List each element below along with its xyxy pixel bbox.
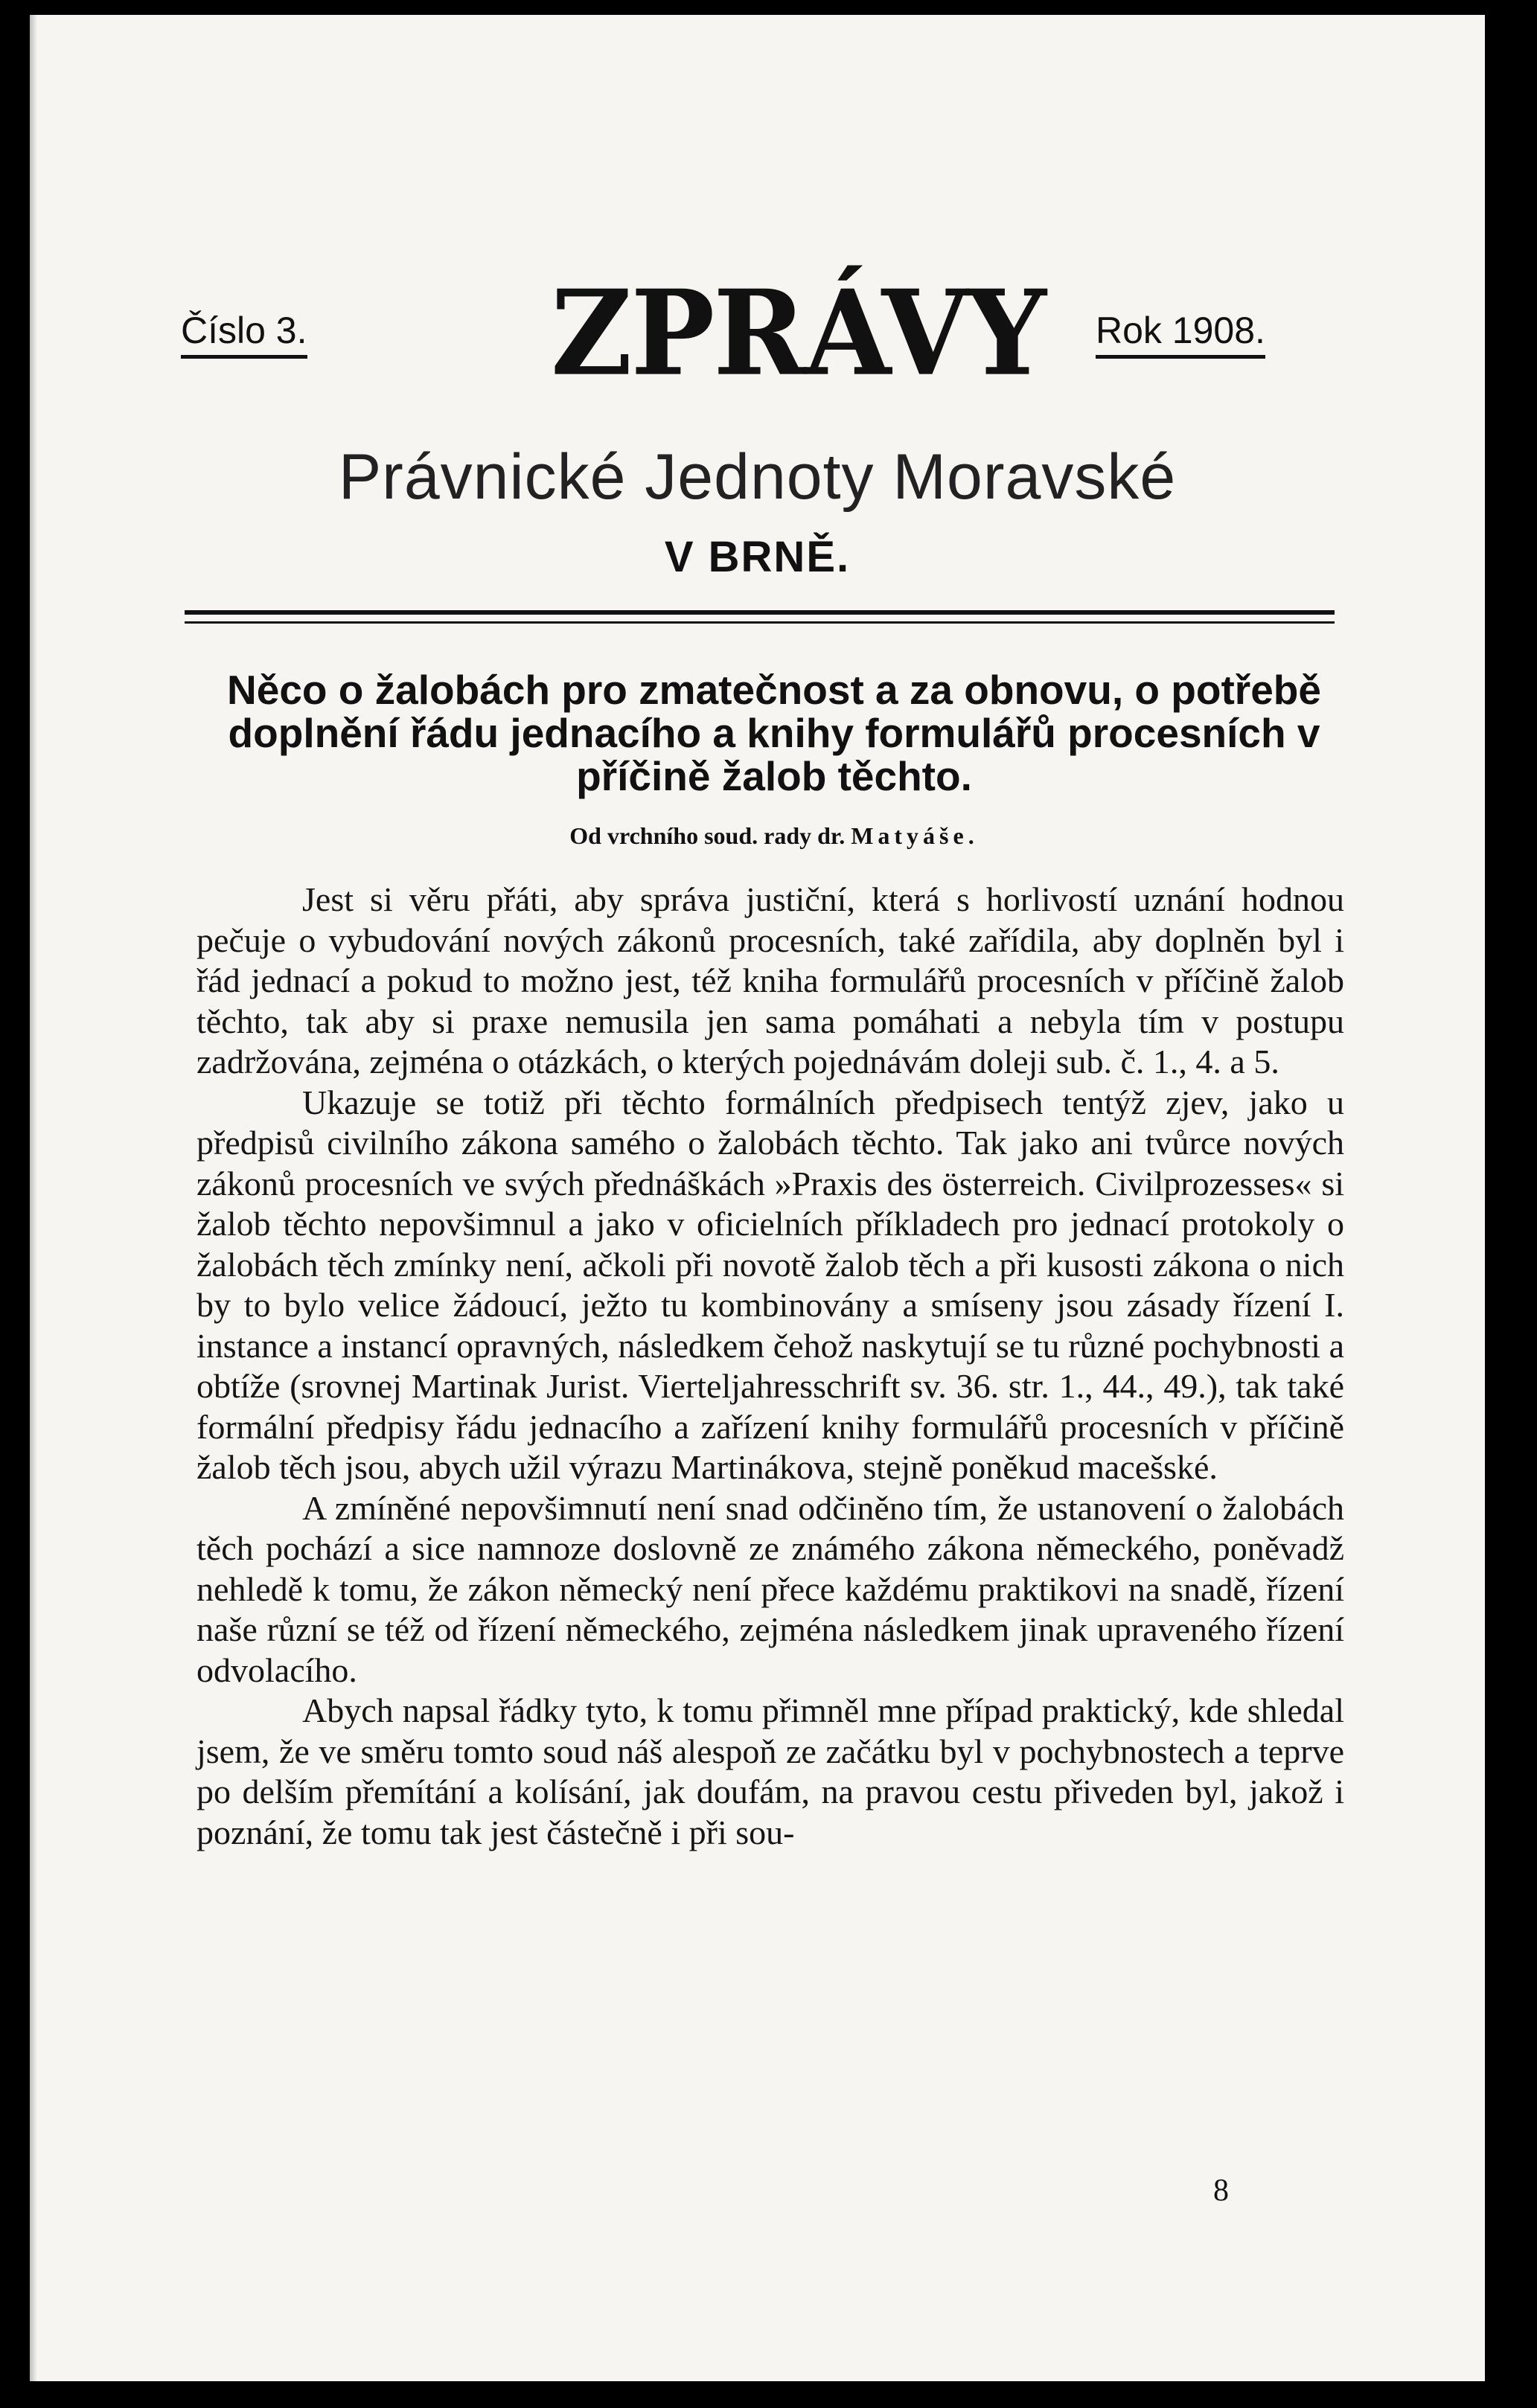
masthead-subtitle: Právnické Jednoty Moravské: [338, 441, 1177, 513]
article-body: [196, 880, 1344, 1853]
paragraph-4: Abych napsal řádky tyto, k tomu přimněl mne případ praktický, kde shledal jsem, že ve směru tomto soud náš alespoň ze začátku byl v pochybnostech a teprve po delším přemítání a kolísání, jak doufám, na pravou cestu přiveden byl, jakož i poznání, že tomu tak jest částečně i při sou-: [196, 1691, 1344, 1851]
paragraph-2: Ukazuje se totiž při těchto formálních předpisech tentýž zjev, jako u předpisů civilního zákona samého o žalobách těchto. Tak jako ani tvůrce nových zákonů procesních ve svých přednáškách »Praxis des österreich. Civilprozesses« si žalob těchto nepovšimnul a jako v oficielních příkladech pro jednací protokoly o žalobách těch zmínky není, ačkoli při novotě žalob těch a při kusosti zákona o nich by to bylo velice žádoucí, ježto tu kombinovány a smíseny jsou zásady řízení I. instance a instancí opravných, následkem čehož naskytují se tu různé pochybnosti a obtíže (srovnej Martinak Jurist. Vierteljahresschrift sv. 36. str. 1., 44., 49.), tak také formální předpisy řádu jednacího a zařízení knihy formulářů procesních v příčině žalob těch jsou, abych užil výrazu Martinákova, stejně poněkud macešské.: [196, 1083, 1344, 1486]
masthead-title: ZPRÁVY: [551, 264, 1045, 403]
page-edge-shadow: [30, 15, 37, 2381]
header-rule-thick: [185, 610, 1335, 615]
masthead-city: V BRNĚ.: [664, 533, 851, 581]
byline-prefix: Od vrchního soud. rady dr.: [569, 822, 846, 849]
journal-page: [30, 15, 1485, 2381]
page-number: 8: [1213, 2174, 1229, 2208]
publication-year: Rok 1908.: [1096, 309, 1265, 359]
article-title: Něco o žalobách pro zmatečnost a za obnovu, o potřebě doplnění řádu jednacího a knihy formulářů procesních v příčině žalob těchto.: [227, 667, 1321, 799]
paragraph-3: A zmíněné nepovšimnutí není snad odčiněno tím, že ustanovení o žalobách těch pochází a sice namnoze doslovně ze známého zákona německého, poněvadž nehledě k tomu, že zákon německý není přece každému praktikovi na snadě, řízení naše různí se též od řízení německého, zejména následkem jinak upraveného řízení odvolacího.: [196, 1488, 1344, 1689]
header-rule-thin: [185, 621, 1335, 624]
byline-author: Matyáše.: [851, 822, 979, 849]
paragraph-1: Jest si věru přáti, aby správa justiční, která s horlivostí uznání hodnou pečuje o vybudování nových zákonů procesních, také zařídila, aby doplněn byl i řád jednací a pokud to možno jest, též kniha formulářů procesních v příčině žalob těchto, tak aby si praxe nemusila jen sama pomáhati a nebyla tím v postupu zadržována, zejména o otázkách, o kterých pojednávám doleji sub. č. 1., 4. a 5.: [196, 880, 1344, 1080]
article-byline: [30, 822, 1485, 850]
issue-number: Číslo 3.: [181, 309, 307, 359]
